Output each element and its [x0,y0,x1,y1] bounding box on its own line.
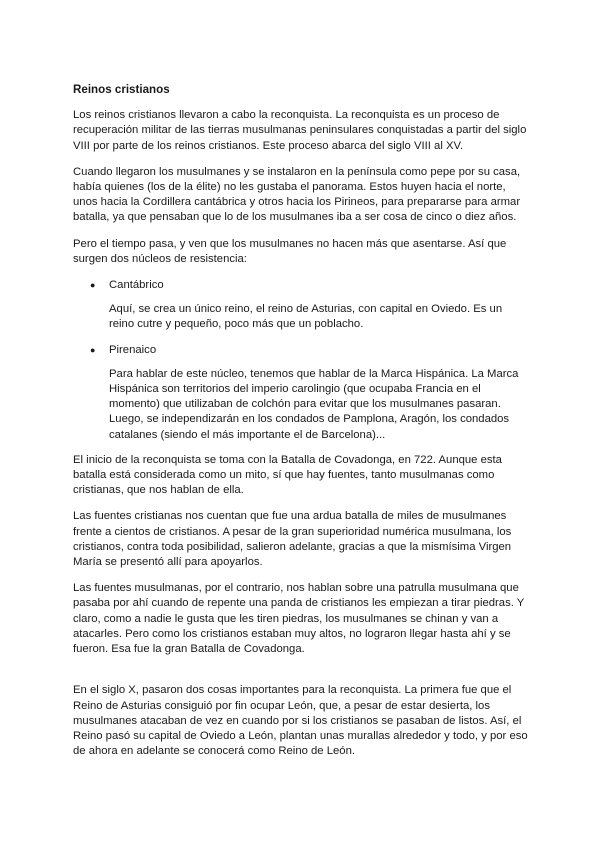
paragraph-intro-2: Cuando llegaron los musulmanes y se instalaron en la península como pepe por su casa, había quienes (los de la élite) no les gustaba el panorama. Estos huyen hacia el norte, unos hacia la Cordillera cantábrica y otros hacia los Pirineos, para prepararse para armar batalla, ya que pensaban que lo de los musulmanes iba a ser cosa de cinco o diez años. [73,165,521,224]
paragraph-covadonga-3: Las fuentes musulmanas, por el contrario, nos hablan sobre una patrulla musulmana que pasaba por ahí cuando de repente una panda de cristianos les empiezan a tirar piedras. Y claro, como a nadie le gusta que les tiren piedras, los musulmanes se chinan y van a atacarles. Pero como los cristianos estaban muy altos, no lograron llegar hasta ahí y se fueron. Esa fue la gran Batalla de Covadonga. [73,582,525,656]
document-title: Reinos cristianos [73,83,170,96]
blank-line [73,668,530,683]
bullet-label: Cantábrico [109,279,164,292]
list-item-pirenaico [73,343,530,443]
bullet-label: Pirenaico [109,343,157,356]
paragraph-intro-3: Pero el tiempo pasa, y ven que los musulmanes no hacen más que asentarse. Así que surgen dos núcleos de resistencia: [73,237,507,265]
bullet-body: Aquí, se crea un único reino, el reino de Asturias, con capital en Oviedo. Es un reino cutre y pequeño, poco más que un poblacho. [109,303,503,331]
resistance-nuclei-list [73,278,530,443]
list-item-cantabrico [73,278,530,333]
bullet-body: Para hablar de este núcleo, tenemos que hablar de la Marca Hispánica. La Marca Hispánica son territorios del imperio carolingio (que ocupaba Francia en el momento) que utilizaban de colchón para evitar que los musulmanes pasaran. Luego, se independizarán en los condados de Pamplona, Aragón, los condados catalanes (siendo el más importante el de Barcelona)... [109,367,519,441]
paragraph-covadonga-1: El inicio de la reconquista se toma con la Batalla de Covadonga, en 722. Aunque esta batalla está considerada como un mito, sí que hay fuentes, tanto musulmanas como cristianas, que nos hablan de ella. [73,453,502,497]
paragraph-covadonga-2: Las fuentes cristianas nos cuentan que fue una ardua batalla de miles de musulmanes frente a cientos de cristianos. A pesar de la gran superioridad numérica musulmana, los cristianos, contra toda posibilidad, salieron adelante, gracias a que la mismísima Virgen María se presentó allí para apoyarlos. [73,510,512,569]
paragraph-leon-1: En el siglo X, pasaron dos cosas importantes para la reconquista. La primera fue que el Reino de Asturias consiguió por fin ocupar León, que, a pesar de estar desierta, los musulmanes atacaban de vez en cuando por si los cristianos se pasaban de listos. Así, el Reino pasó su capital de Oviedo a León, plantan unas murallas alrededor y todo, y por eso de ahora en adelante se conocerá como Reino de León. [73,684,528,758]
paragraph-intro-1: Los reinos cristianos llevaron a cabo la reconquista. La reconquista es un proceso de recuperación militar de las tierras musulmanas peninsulares conquistadas a partir del siglo VIII por parte de los reinos cristianos. Este proceso abarca del siglo VIII al XV. [73,109,527,152]
bullet-icon: ● [90,280,96,291]
bullet-icon: ● [90,344,96,355]
